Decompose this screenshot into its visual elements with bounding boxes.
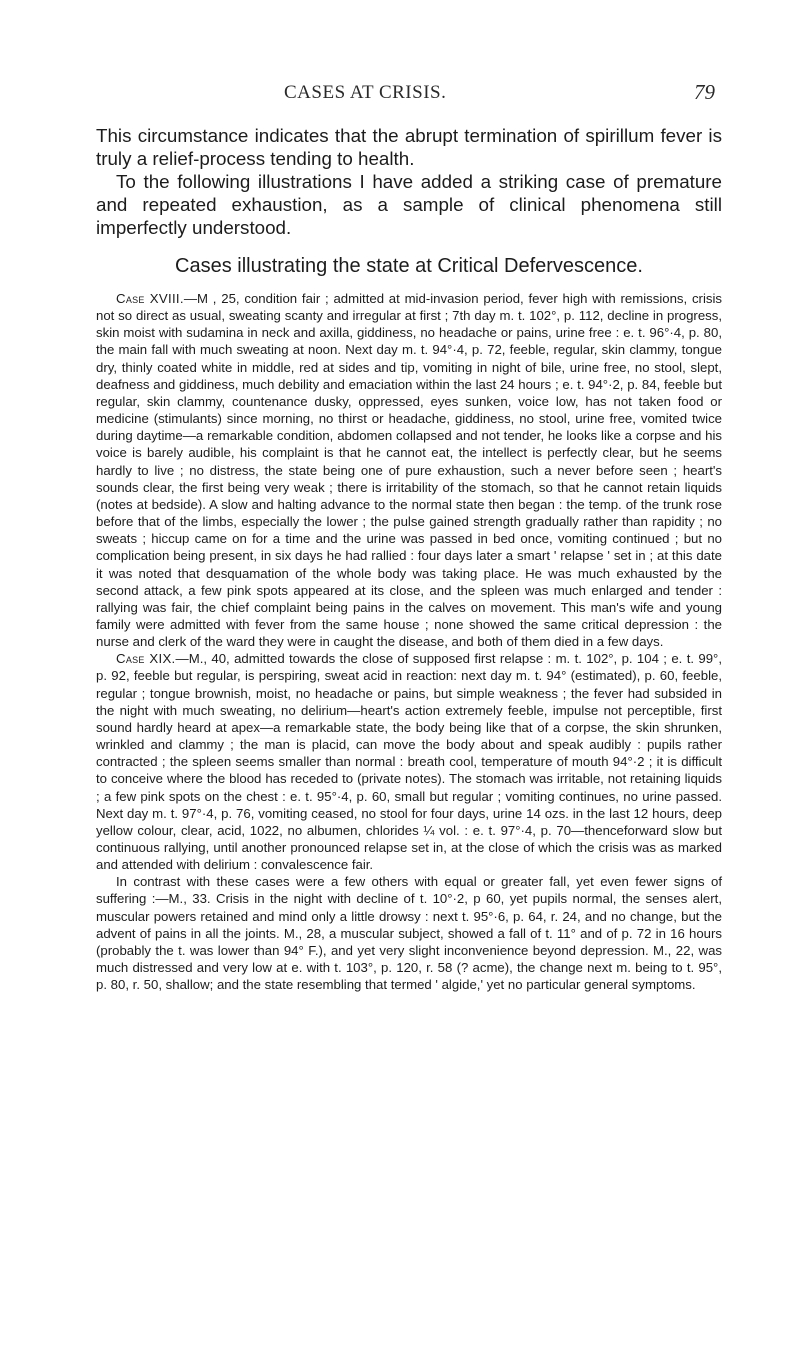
section-heading: Cases illustrating the state at Critical Defervescence. (175, 255, 643, 277)
case-xix-paragraph (96, 650, 722, 873)
intro-paragraph-2: To the following illustrations I have added a striking case of premature and repeated exhaustion, as a sample of clinical phenomena still imperfectly understood. (96, 171, 722, 238)
page-number: 79 (694, 80, 715, 104)
page-body (96, 124, 722, 993)
page-header (0, 82, 800, 112)
case-xix-text: —M., 40, admitted towards the close of supposed first relapse : m. t. 102°, p. 104 ; e. t. 99°, p. 92, feeble but regular, is perspiring, sweat acid in reaction: next day m. t. 94° (estimated), p. 60, feeble, regular ; tongue brownish, moist, no headache or pains, but simple weakness ; the fever had subsided in the night with much sweating, no delirium—heart's action extremely feeble, impulse not perceptible, first sound hardly heard at apex—a remarkable state, the body being like that of a corpse, the skin shrunken, wrinkled and clammy ; the man is placid, can move the body about and speak audibly : pupils rather contracted ; the spleen seems smaller than normal : breath cool, temperature of mouth 94°·2 ; it is difficult to conceive where the blood has receded to (private notes). The stomach was irritable, not retaining liquids ; a few pink spots on the chest : e. t. 95°·4, p. 60, small but regular ; vomiting continues, no urine passed. Next day m. t. 97°·4, p. 76, vomiting ceased, no stool for four days, urine 14 ozs. in the last 12 hours, deep yellow colour, clear, acid, 1022, no albumen, chlorides ¼ vol. : e. t. 97°·4, p. 70—thenceforward slow but continuous rallying, until another pronounced relapse set in, at the close of which the crisis was as marked and attended with delirium : convalescence fair. (96, 651, 722, 873)
case-xix (96, 650, 722, 873)
intro-paragraph-1: This circumstance indicates that the abrupt termination of spirillum fever is truly a relief-process tending to health. (96, 125, 722, 169)
case-xix-title: Case XIX. (116, 651, 176, 667)
case-xviii-text: —M , 25, condition fair ; admitted at mid-invasion period, fever high with remissions, crisis not so direct as usual, sweating scanty and irregular at first ; 7th day m. t. 102°, p. 112, decline in progress, skin moist with sudamina in neck and axilla, giddiness, no headache or pains, urine free : e. t. 96°·4, p. 80, the main fall with much sweating at noon. Next day m. t. 94°·4, p. 72, feeble, regular, skin clammy, tongue dry, thinly coated white in middle, red at sides and tip, vomiting in night of bile, urine free, no stool, slept, deafness and giddiness, much debility and emaciation within the last 24 hours ; e. t. 94°·2, p. 84, feeble but regular, skin clammy, countenance dusky, oppressed, eyes sunken, voice low, has not taken food or medicine (stimulants) since morning, no thirst or headache, giddiness, no stool, urine free, vomited twice during daytime—a remarkable condition, abdomen collapsed and not tender, he looks like a corpse and his voice is barely audible, his complaint is that he cannot eat, the intellect is perfectly clear, but he seems hardly to live ; no distress, the state being one of pure exhaustion, such a never before seen ; heart's sounds clear, the first being very weak ; there is irritability of the stomach, so that he cannot retain liquids (notes at bedside). A slow and halting advance to the normal state then began : the temp. of the trunk rose before that of the limbs, especially the lower ; the pulse gained strength gradually rather than rapidity ; no sweats ; hiccup came on for a time and the urine was passed in bed once, vomiting continued ; but no complication being present, in six days he had rallied : four days later a smart ' relapse ' set in ; at this date it was noted that desquamation of the whole body was taking place. He was much exhausted by the second attack, a few pink spots appeared at its close, and the spleen was much enlarged and tender : rallying was fair, the chief complaint being pains in the calves on movement. This man's wife and young family were admitted with fever from the same house ; none showed the same critical depression : the nurse and clerk of the ward they were in caught the disease, and both of them died in a few days. (96, 291, 722, 650)
running-head: CASES AT CRISIS. (284, 82, 447, 103)
case-xviii (96, 290, 722, 650)
case-xviii-paragraph (96, 290, 722, 650)
intro-section (96, 124, 722, 239)
contrast-cases (96, 873, 722, 993)
case-xviii-title: Case XVIII. (116, 291, 184, 306)
contrast-paragraph: In contrast with these cases were a few others with equal or greater fall, yet even fewer signs of suffering :—M., 33. Crisis in the night with decline of t. 10°·2, p 60, yet pupils normal, the senses alert, muscular powers retained and mind only a little drowsy : next t. 95°·6, p. 64, r. 24, and no change, but the advent of pains in all the joints. M., 28, a muscular subject, showed a fall of t. 11° and of p. 72 in 16 hours (probably the t. was lower than 94° F.), and yet very slight inconvenience beyond depression. M., 22, was much distressed and very low at e. with t. 103°, p. 120, r. 58 (? acme), the change next m. being to t. 95°, p. 80, r. 50, shallow; and the state resembling that termed ' algide,' yet no particular general symptoms. (96, 874, 722, 993)
